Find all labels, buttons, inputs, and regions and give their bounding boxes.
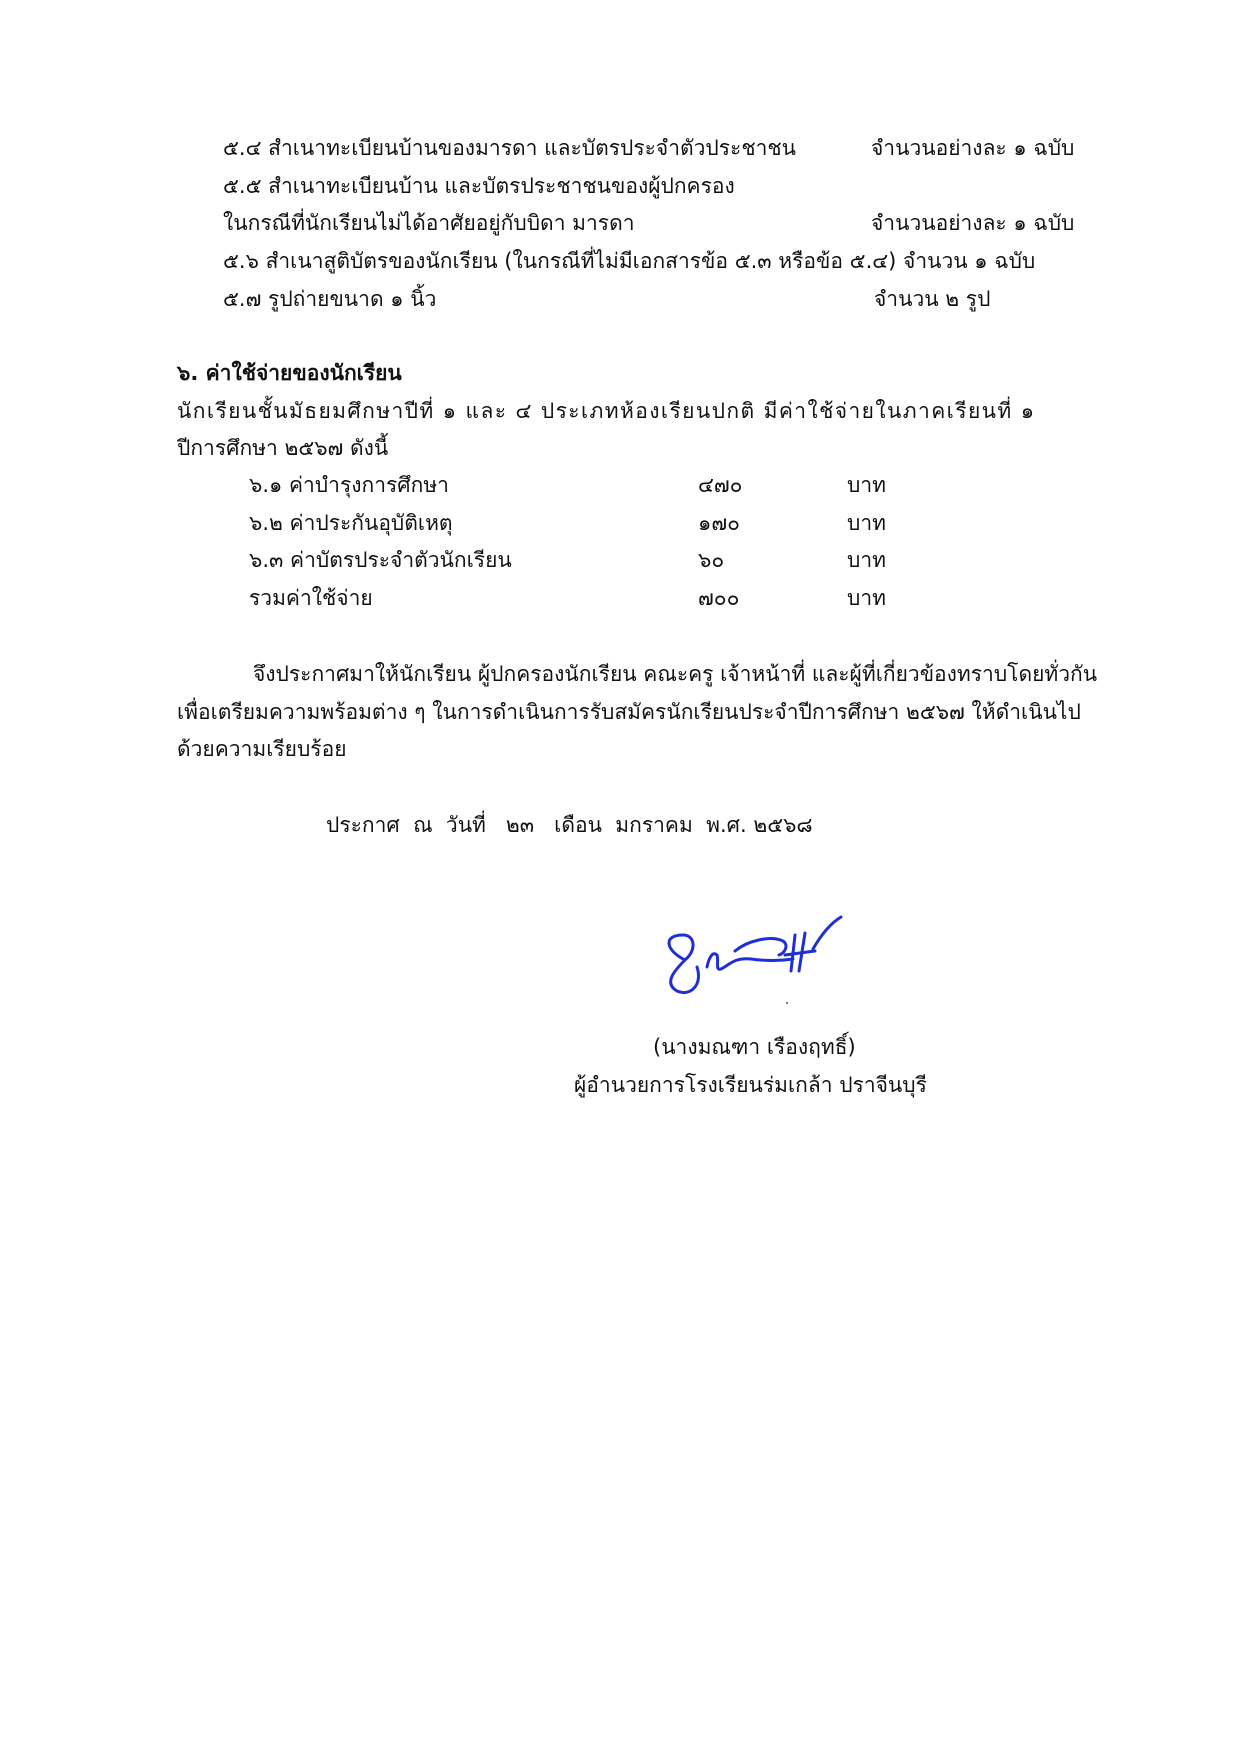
doc-item-5-5-label-cont: ในกรณีที่นักเรียนไม่ได้อาศัยอยู่กับบิดา มารดา (223, 211, 635, 235)
announcement-date: ประกาศ ณ วันที่ ๒๓ เดือน มกราคม พ.ศ. ๒๕๖๘ (326, 813, 813, 837)
fee-amount: ๖๐ (698, 548, 725, 572)
section-6-heading: ๖. ค่าใช้จ่ายของนักเรียน (177, 361, 402, 385)
fee-amount: ๑๗๐ (698, 511, 740, 535)
doc-item-5-4-label: ๕.๔ สำเนาทะเบียนบ้านของมารดา และบัตรประจำตัวประชาชน (223, 136, 796, 160)
signatory-name: (นางมณฑา เรืองฤทธิ์) (653, 1035, 856, 1059)
fee-unit: บาท (847, 473, 886, 497)
fee-total-label: รวมค่าใช้จ่าย (249, 586, 373, 610)
section-6-intro-line2: ปีการศึกษา ๒๕๖๗ ดังนี้ (177, 436, 389, 460)
fee-label: ๖.๒ ค่าประกันอุบัติเหตุ (249, 511, 453, 535)
fee-amount: ๔๗๐ (698, 473, 743, 497)
doc-item-5-5-label: ๕.๕ สำเนาทะเบียนบ้าน และบัตรประชาชนของผู้ปกครอง (223, 174, 735, 198)
doc-item-5-7-label: ๕.๗ รูปถ่ายขนาด ๑ นิ้ว (223, 287, 437, 311)
fee-unit: บาท (847, 511, 886, 535)
signatory-position: ผู้อำนวยการโรงเรียนร่มเกล้า ปราจีนบุรี (574, 1073, 927, 1097)
fee-label: ๖.๑ ค่าบำรุงการศึกษา (249, 473, 449, 497)
section-6-intro-line1: นักเรียนชั้นมัธยมศึกษาปีที่ ๑ และ ๔ ประเภทห้องเรียนปกติ มีค่าใช้จ่ายในภาคเรียนที่ ๑ (177, 399, 1036, 423)
fee-unit: บาท (847, 548, 886, 572)
fee-total-amount: ๗๐๐ (698, 586, 740, 610)
doc-item-5-7-amount: จำนวน ๒ รูป (874, 287, 991, 311)
announcement-line2: เพื่อเตรียมความพร้อมต่าง ๆ ในการดำเนินการรับสมัครนักเรียนประจำปีการศึกษา ๒๕๖๗ ให้ดำเนินไป (177, 700, 1081, 724)
fee-total-unit: บาท (847, 586, 886, 610)
announcement-line3: ด้วยความเรียบร้อย (177, 737, 347, 761)
doc-item-5-5-amount: จำนวนอย่างละ ๑ ฉบับ (871, 211, 1075, 235)
announcement-line1: จึงประกาศมาให้นักเรียน ผู้ปกครองนักเรียน คณะครู เจ้าหน้าที่ และผู้ที่เกี่ยวข้องทราบโดยทั่วกัน (253, 662, 1098, 686)
doc-item-5-4-amount: จำนวนอย่างละ ๑ ฉบับ (871, 136, 1075, 160)
signature-image (655, 905, 855, 1005)
doc-item-5-6-label: ๕.๖ สำเนาสูติบัตรของนักเรียน (ในกรณีที่ไม่มีเอกสารข้อ ๕.๓ หรือข้อ ๕.๔) จำนวน ๑ ฉบับ (223, 249, 1036, 273)
fee-label: ๖.๓ ค่าบัตรประจำตัวนักเรียน (249, 548, 512, 572)
